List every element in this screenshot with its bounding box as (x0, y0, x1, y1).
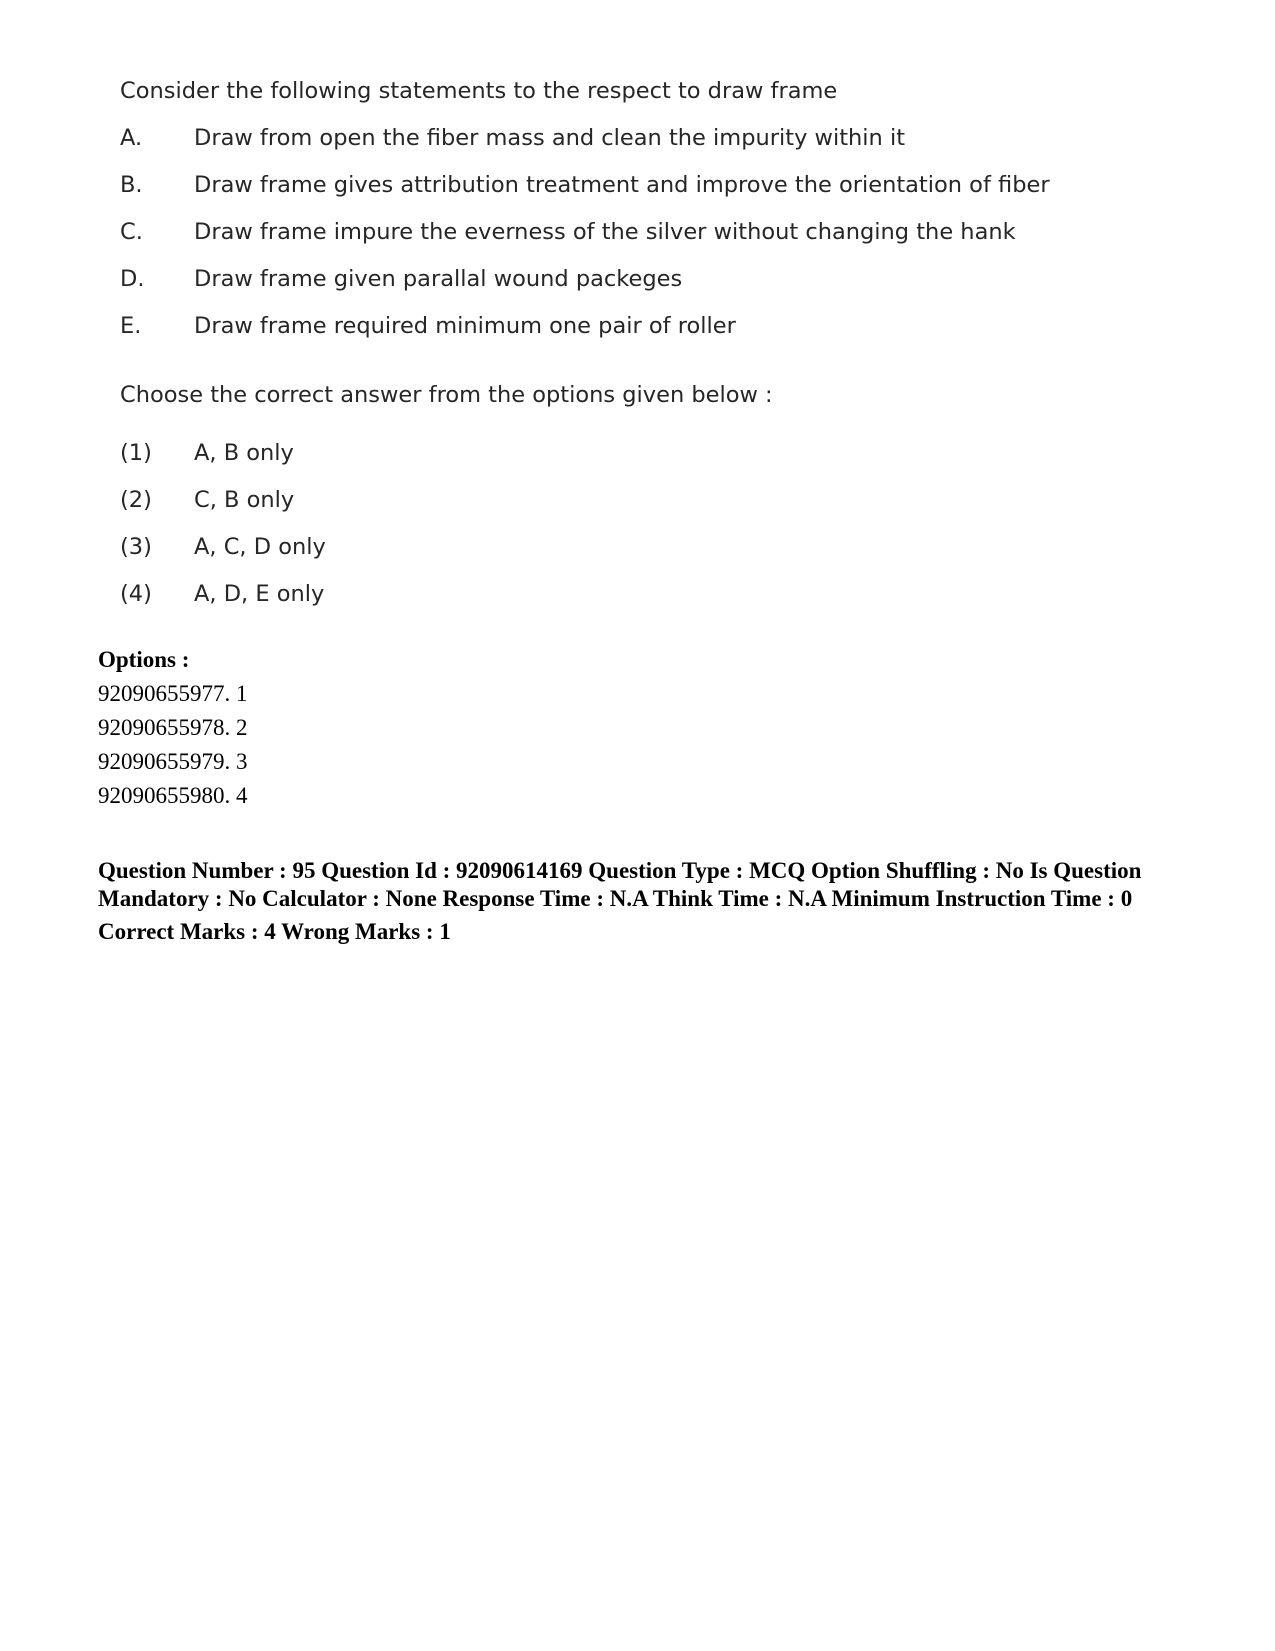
question-marks: Correct Marks : 4 Wrong Marks : 1 (98, 919, 451, 944)
answer-text: A, D, E only (194, 581, 325, 607)
answer-key: (1) (120, 440, 152, 466)
question-intro: Consider the following statements to the respect to draw frame (120, 78, 838, 104)
statement-key: B. (120, 172, 143, 198)
options-title: Options : (98, 647, 190, 672)
statement-item (120, 209, 1120, 256)
statement-key: E. (120, 313, 142, 339)
answer-text: C, B only (194, 487, 295, 513)
answer-list (120, 430, 1120, 618)
answer-text: A, B only (194, 440, 294, 466)
statement-item (120, 162, 1120, 209)
statement-key: C. (120, 219, 143, 245)
statement-text: Draw frame impure the everness of the silver without changing the hank (194, 219, 1016, 245)
question-info: Question Number : 95 Question Id : 92090614169 Question Type : MCQ Option Shuffling : No Is Question Mandatory : No Calculator : None Response Time : N.A Think Time : N.A Minimum Instruction Time : 0 (98, 858, 1142, 911)
option-line: 92090655977. 1 (98, 681, 248, 706)
statement-text: Draw frame required minimum one pair of roller (194, 313, 736, 339)
statement-item (120, 303, 1120, 350)
option-line: 92090655979. 3 (98, 749, 248, 774)
statement-text: Draw from open the fiber mass and clean the impurity within it (194, 125, 906, 151)
options-block (98, 643, 248, 813)
statement-list (120, 115, 1120, 350)
statement-item (120, 115, 1120, 162)
option-line: 92090655980. 4 (98, 783, 248, 808)
statement-text: Draw frame given parallal wound packeges (194, 266, 683, 292)
statement-key: D. (120, 266, 145, 292)
answer-key: (3) (120, 534, 152, 560)
statement-text: Draw frame gives attribution treatment and improve the orientation of fiber (194, 172, 1050, 198)
answer-key: (4) (120, 581, 152, 607)
question-info-block (98, 857, 1178, 946)
answer-text: A, C, D only (194, 534, 326, 560)
statement-key: A. (120, 125, 143, 151)
answer-item (120, 477, 1120, 524)
statement-item (120, 256, 1120, 303)
answer-item (120, 430, 1120, 477)
choose-prompt: Choose the correct answer from the options given below : (120, 382, 773, 408)
question-image (120, 68, 1120, 618)
answer-item (120, 524, 1120, 571)
answer-key: (2) (120, 487, 152, 513)
option-line: 92090655978. 2 (98, 715, 248, 740)
answer-item (120, 571, 1120, 618)
